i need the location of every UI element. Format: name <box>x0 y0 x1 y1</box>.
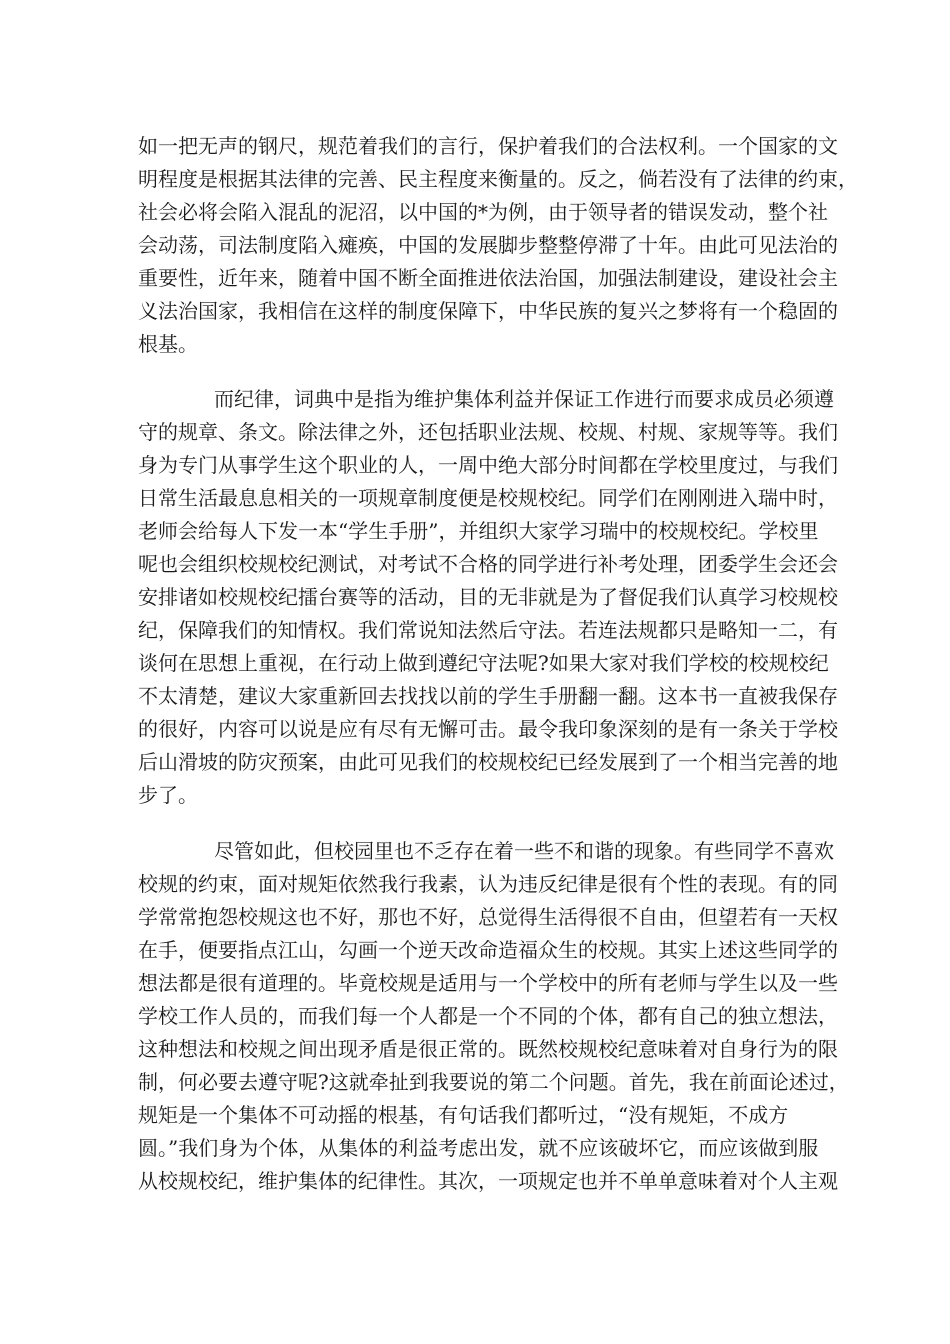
text-line: 老师会给每人下发一本“学生手册”，并组织大家学习瑞中的校规校纪。学校里 <box>138 519 819 543</box>
text-line: 身为专门从事学生这个职业的人，一周中绝大部分时间都在学校里度过，与我们 <box>138 453 838 477</box>
text-line: 谈何在思想上重视，在行动上做到遵纪守法呢?如果大家对我们学校的校规校纪 <box>138 651 829 675</box>
text-line: 学校工作人员的，而我们每一个人都是一个不同的个体，都有自己的独立想法， <box>138 1004 838 1028</box>
text-line: 明程度是根据其法律的完善、民主程度来衡量的。反之，倘若没有了法律的约束， <box>138 167 858 191</box>
text-line: 这种想法和校规之间出现矛盾是很正常的。既然校规校纪意味着对自身行为的限 <box>138 1037 838 1061</box>
text-line: 圆。”我们身为个体，从集体的利益考虑出发，就不应该破坏它，而应该做到服 <box>138 1136 819 1160</box>
paragraph-rule-of-law <box>138 130 858 361</box>
text-line-indented: 尽管如此，但校园里也不乏存在着一些不和谐的现象。有些同学不喜欢 <box>214 839 834 863</box>
text-line: 从校规校纪，维护集体的纪律性。其次，一项规定也并不单单意味着对个人主观 <box>138 1169 838 1193</box>
paragraph-discipline <box>138 383 838 812</box>
paragraph-disharmony <box>138 835 849 1198</box>
text-line: 社会必将会陷入混乱的泥沼，以中国的*为例，由于领导者的错误发动，整个社 <box>138 200 828 224</box>
text-line: 重要性，近年来，随着中国不断全面推进依法治国，加强法制建设，建设社会主 <box>138 266 838 290</box>
text-line: 校规的约束，面对规矩依然我行我素，认为违反纪律是很有个性的表现。有的同 <box>138 872 838 896</box>
text-line-indented: 而纪律，词典中是指为维护集体利益并保证工作进行而要求成员必须遵 <box>214 387 834 411</box>
text-line: 在手，便要指点江山，勾画一个逆天改命造福众生的校规。其实上述这些同学的 <box>138 938 838 962</box>
text-line: 制，何必要去遵守呢?这就牵扯到我要说的第二个问题。首先，我在前面论述过， <box>138 1070 849 1094</box>
text-line: 义法治国家，我相信在这样的制度保障下，中华民族的复兴之梦将有一个稳固的 <box>138 299 838 323</box>
text-line: 呢也会组织校规校纪测试，对考试不合格的同学进行补考处理，团委学生会还会 <box>138 552 838 576</box>
text-line: 想法都是很有道理的。毕竟校规是适用与一个学校中的所有老师与学生以及一些 <box>138 971 838 995</box>
text-line: 日常生活最息息相关的一项规章制度便是校规校纪。同学们在刚刚进入瑞中时， <box>138 486 838 510</box>
text-line: 根基。 <box>138 332 198 356</box>
text-line: 规矩是一个集体不可动摇的根基，有句话我们都听过，“没有规矩，不成方 <box>138 1103 789 1127</box>
text-line: 安排诸如校规校纪擂台赛等的活动，目的无非就是为了督促我们认真学习校规校 <box>138 585 838 609</box>
text-line: 会动荡，司法制度陷入瘫痪，中国的发展脚步整整停滞了十年。由此可见法治的 <box>138 233 838 257</box>
text-line: 不太清楚，建议大家重新回去找找以前的学生手册翻一翻。这本书一直被我保存 <box>138 684 838 708</box>
text-line: 守的规章、条文。除法律之外，还包括职业法规、校规、村规、家规等等。我们 <box>138 420 838 444</box>
text-line: 学常常抱怨校规这也不好，那也不好，总觉得生活得很不自由，但望若有一天权 <box>138 905 838 929</box>
text-line: 纪，保障我们的知情权。我们常说知法然后守法。若连法规都只是略知一二，有 <box>138 618 838 642</box>
text-line: 步了。 <box>138 783 198 807</box>
text-line: 如一把无声的钢尺，规范着我们的言行，保护着我们的合法权利。一个国家的文 <box>138 134 838 158</box>
text-line: 后山滑坡的防灾预案，由此可见我们的校规校纪已经发展到了一个相当完善的地 <box>138 750 838 774</box>
text-line: 的很好，内容可以说是应有尽有无懈可击。最令我印象深刻的是有一条关于学校 <box>138 717 838 741</box>
